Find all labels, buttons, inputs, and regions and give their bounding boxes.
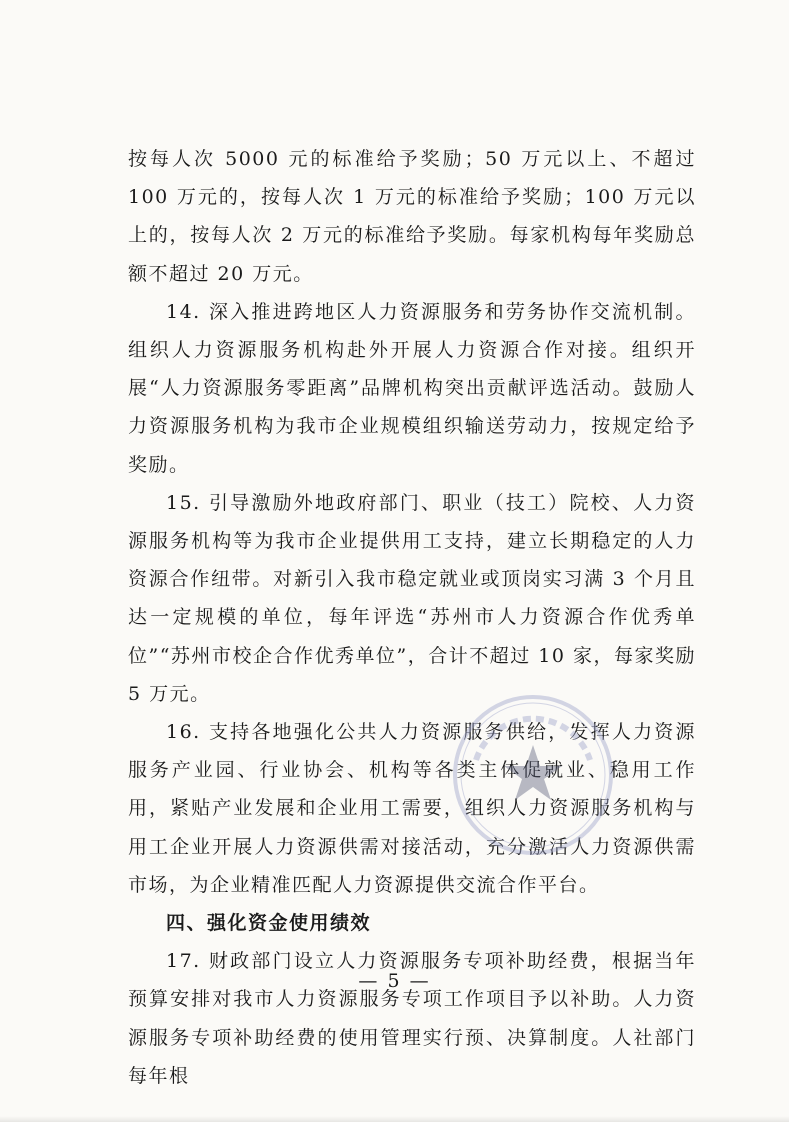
scan-edge [0, 1116, 789, 1122]
section-heading-4: 四、强化资金使用绩效 [166, 912, 372, 935]
page-number: — 5 — [358, 970, 431, 992]
paragraph-continuation: 按每人次 5000 元的标准给予奖励；50 万元以上、不超过 100 万元的，按每人次 1 万元的标准给予奖励；100 万元以上的，按每人次 2 万元的标准给予奖励。每家机构每年奖励总额不超过 20 万元。 [128, 148, 696, 285]
paragraph-15: 15. 引导激励外地政府部门、职业（技工）院校、人力资源服务机构等为我市企业提供用工支持，建立长期稳定的人力资源合作纽带。对新引入我市稳定就业或顶岗实习满 3 个月且达一定规模的单位，每年评选“苏州市人力资源合作优秀单位”“苏州市校企合作优秀单位”，合计不超过 10 家，每家奖励 5 万元。 [128, 491, 696, 705]
paragraph-14: 14. 深入推进跨地区人力资源服务和劳务协作交流机制。组织人力资源服务机构赴外开展人力资源合作对接。组织开展“人力资源服务零距离”品牌机构突出贡献评选活动。鼓励人力资源服务机构为我市企业规模组织输送劳动力，按规定给予奖励。 [128, 300, 696, 476]
body-text [128, 140, 696, 1095]
paragraph-17: 17. 财政部门设立人力资源服务专项补助经费，根据当年预算安排对我市人力资源服务专项工作项目予以补助。人力资源服务专项补助经费的使用管理实行预、决算制度。人社部门每年根 [128, 950, 696, 1087]
paragraph-16: 16. 支持各地强化公共人力资源服务供给，发挥人力资源服务产业园、行业协会、机构等各类主体促就业、稳用工作用，紧贴产业发展和企业用工需要，组织人力资源服务机构与用工企业开展人力资源供需对接活动，充分激活人力资源供需市场，为企业精准匹配人力资源提供交流合作平台。 [128, 721, 696, 896]
